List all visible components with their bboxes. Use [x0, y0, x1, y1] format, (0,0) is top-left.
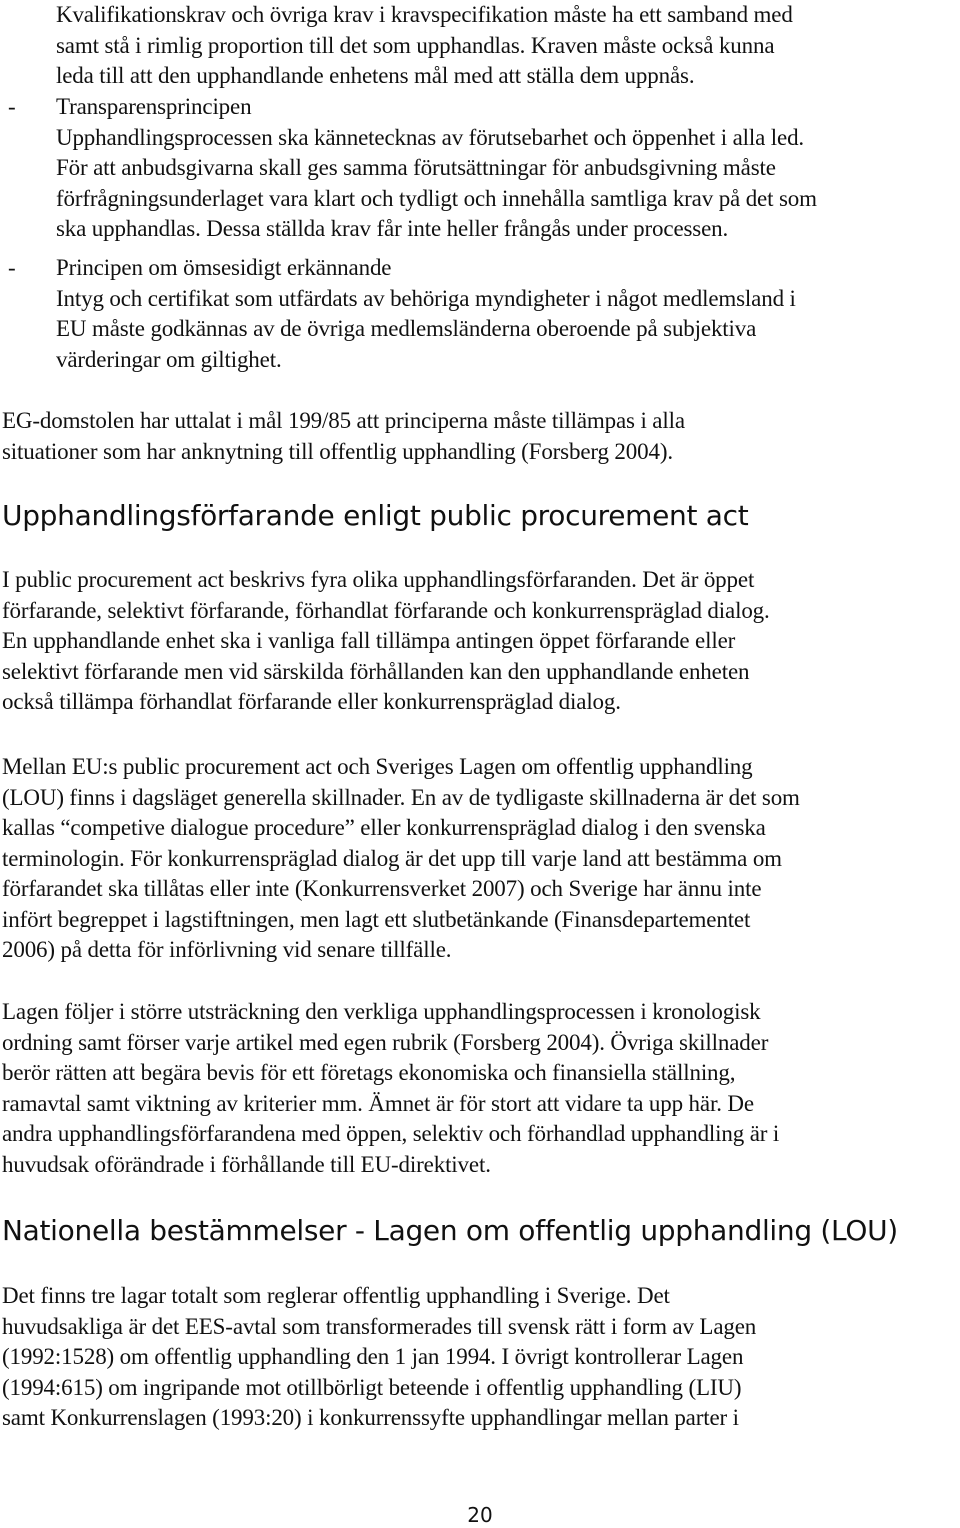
- principle-transparency: [0, 92, 960, 245]
- principle-title: Principen om ömsesidigt erkännande: [56, 255, 392, 280]
- national-paragraph-1: [2, 1281, 957, 1434]
- text-line: infört begreppet i lagstiftningen, men lagt ett slutbetänkande (Finansdepartementet: [2, 906, 751, 932]
- text-line: Kvalifikationskrav och övriga krav i kravspecifikation måste ha ett samband med: [56, 2, 793, 27]
- text-line: Det finns tre lagar totalt som reglerar offentlig upphandling i Sverige. Det: [2, 1283, 670, 1308]
- text-line: EG-domstolen har uttalat i mål 199/85 att principerna måste tillämpas i alla: [2, 408, 685, 433]
- text-line: ramavtal samt viktning av kriterier mm. Ämnet är för stort att vidare ta upp här. De: [2, 1090, 754, 1116]
- text-line: andra upphandlingsförfarandena med öppen, selektiv och förhandlad upphandling är i: [2, 1121, 780, 1146]
- intro-paragraph: [0, 0, 960, 92]
- section-heading-procurement: Upphandlingsförfarande enligt public procurement act: [2, 499, 749, 532]
- text-line: kallas “competive dialogue procedure” eller konkurrenspräglad dialog i den svenska: [2, 815, 766, 840]
- text-line: 2006) på detta för införlivning vid senare tillfälle.: [2, 937, 452, 962]
- text-line: I public procurement act beskrivs fyra olika upphandlingsförfaranden. Det är öppet: [2, 567, 755, 592]
- eg-paragraph: [2, 406, 957, 467]
- text-line: terminologin. För konkurrenspräglad dialog är det upp till varje land att bestämma om: [2, 845, 782, 871]
- text-line: (1992:1528) om offentlig upphandling den 1 jan 1994. I övrigt kontrollerar Lagen: [2, 1344, 744, 1369]
- principle-title: Transparensprincipen: [56, 94, 252, 119]
- list-bullet: -: [8, 94, 16, 119]
- procurement-paragraph-1: [2, 565, 957, 718]
- text-line: Upphandlingsprocessen ska kännetecknas av förutsebarhet och öppenhet i alla led.: [56, 124, 805, 150]
- procurement-paragraph-2: [2, 752, 957, 966]
- text-line: (LOU) finns i dagsläget generella skillnader. En av de tydligaste skillnaderna är det som: [2, 784, 800, 810]
- text-line: leda till att den upphandlande enhetens mål med att ställa dem uppnås.: [56, 63, 695, 88]
- text-line: Intyg och certifikat som utfärdats av behöriga myndigheter i något medlemsland i: [56, 285, 796, 311]
- section-heading-national: Nationella bestämmelser - Lagen om offentlig upphandling (LOU): [2, 1214, 898, 1247]
- text-line: selektivt förfarande men vid särskilda förhållanden kan den upphandlande enheten: [2, 658, 750, 684]
- text-line: En upphandlande enhet ska i vanliga fall tillämpa antingen öppet förfarande eller: [2, 628, 736, 653]
- text-line: För att anbudsgivarna skall ges samma förutsättningar för anbudsgivning måste: [56, 155, 776, 180]
- principle-mutual-recognition: [0, 253, 960, 375]
- text-line: förfrågningsunderlaget vara klart och tydligt och innehålla samtliga krav på det som: [56, 185, 817, 211]
- text-line: berör rätten att begära bevis för ett företags ekonomiska och finansiella ställning,: [2, 1060, 736, 1085]
- text-line: ska upphandlas. Dessa ställda krav får inte heller frångås under processen.: [56, 216, 729, 241]
- text-line: samt Konkurrenslagen (1993:20) i konkurrenssyfte upphandlingar mellan parter i: [2, 1405, 739, 1430]
- text-line: Mellan EU:s public procurement act och Sveriges Lagen om offentlig upphandling: [2, 754, 753, 779]
- text-line: EU måste godkännas av de övriga medlemsländerna oberoende på subjektiva: [56, 316, 757, 341]
- text-line: förfarande, selektivt förfarande, förhandlat förfarande och konkurrenspräglad dialog.: [2, 597, 770, 623]
- text-line: huvudsakliga är det EES-avtal som transformerades till svensk rätt i form av Lagen: [2, 1313, 757, 1339]
- text-line: huvudsak oförändrade i förhållande till EU-direktivet.: [2, 1151, 491, 1177]
- text-line: situationer som har anknytning till offentlig upphandling (Forsberg 2004).: [2, 438, 673, 464]
- text-line: värderingar om giltighet.: [56, 346, 282, 372]
- text-line: ordning samt förser varje artikel med egen rubrik (Forsberg 2004). Övriga skillnader: [2, 1029, 769, 1055]
- text-line: förfarandet ska tillåtas eller inte (Konkurrensverket 2007) och Sverige har ännu inte: [2, 876, 762, 901]
- procurement-paragraph-3: [2, 997, 957, 1180]
- text-line: (1994:615) om ingripande mot otillbörligt beteende i offentlig upphandling (LIU): [2, 1374, 742, 1400]
- text-line: Lagen följer i större utsträckning den verkliga upphandlingsprocessen i kronologisk: [2, 999, 761, 1024]
- page-number: 20: [467, 1503, 493, 1527]
- text-line: också tillämpa förhandlat förfarande eller konkurrenspräglad dialog.: [2, 689, 621, 714]
- list-bullet: -: [8, 255, 16, 280]
- text-line: samt stå i rimlig proportion till det som upphandlas. Kraven måste också kunna: [56, 32, 775, 58]
